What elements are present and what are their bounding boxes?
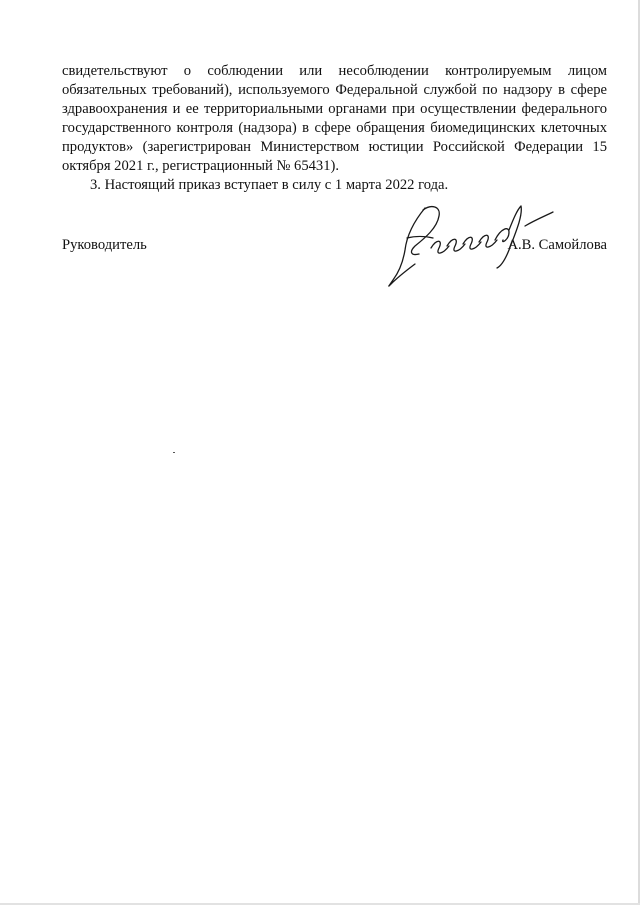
handwritten-signature-icon [385,198,560,290]
signer-name: А.В. Самойлова [507,237,607,253]
scan-speck [173,452,175,453]
paragraph-continuation: свидетельствуют о соблюдении или несоблюдении контролируемым лицом обязательных требований), используемого Федеральной службой по надзору в сфере здравоохранения и ее территориальными органами при осуществлении федерального государственного контроля (надзора) в сфере обращения биомедицинских клеточных продуктов» (зарегистрирован Министерством юстиции Российской Федерации 15 октября 2021 г., регистрационный № 65431). [62,63,607,174]
signer-position: Руководитель [62,237,147,253]
document-body [62,62,607,195]
paragraph-effective-date: 3. Настоящий приказ вступает в силу с 1 марта 2022 года. [90,177,449,193]
